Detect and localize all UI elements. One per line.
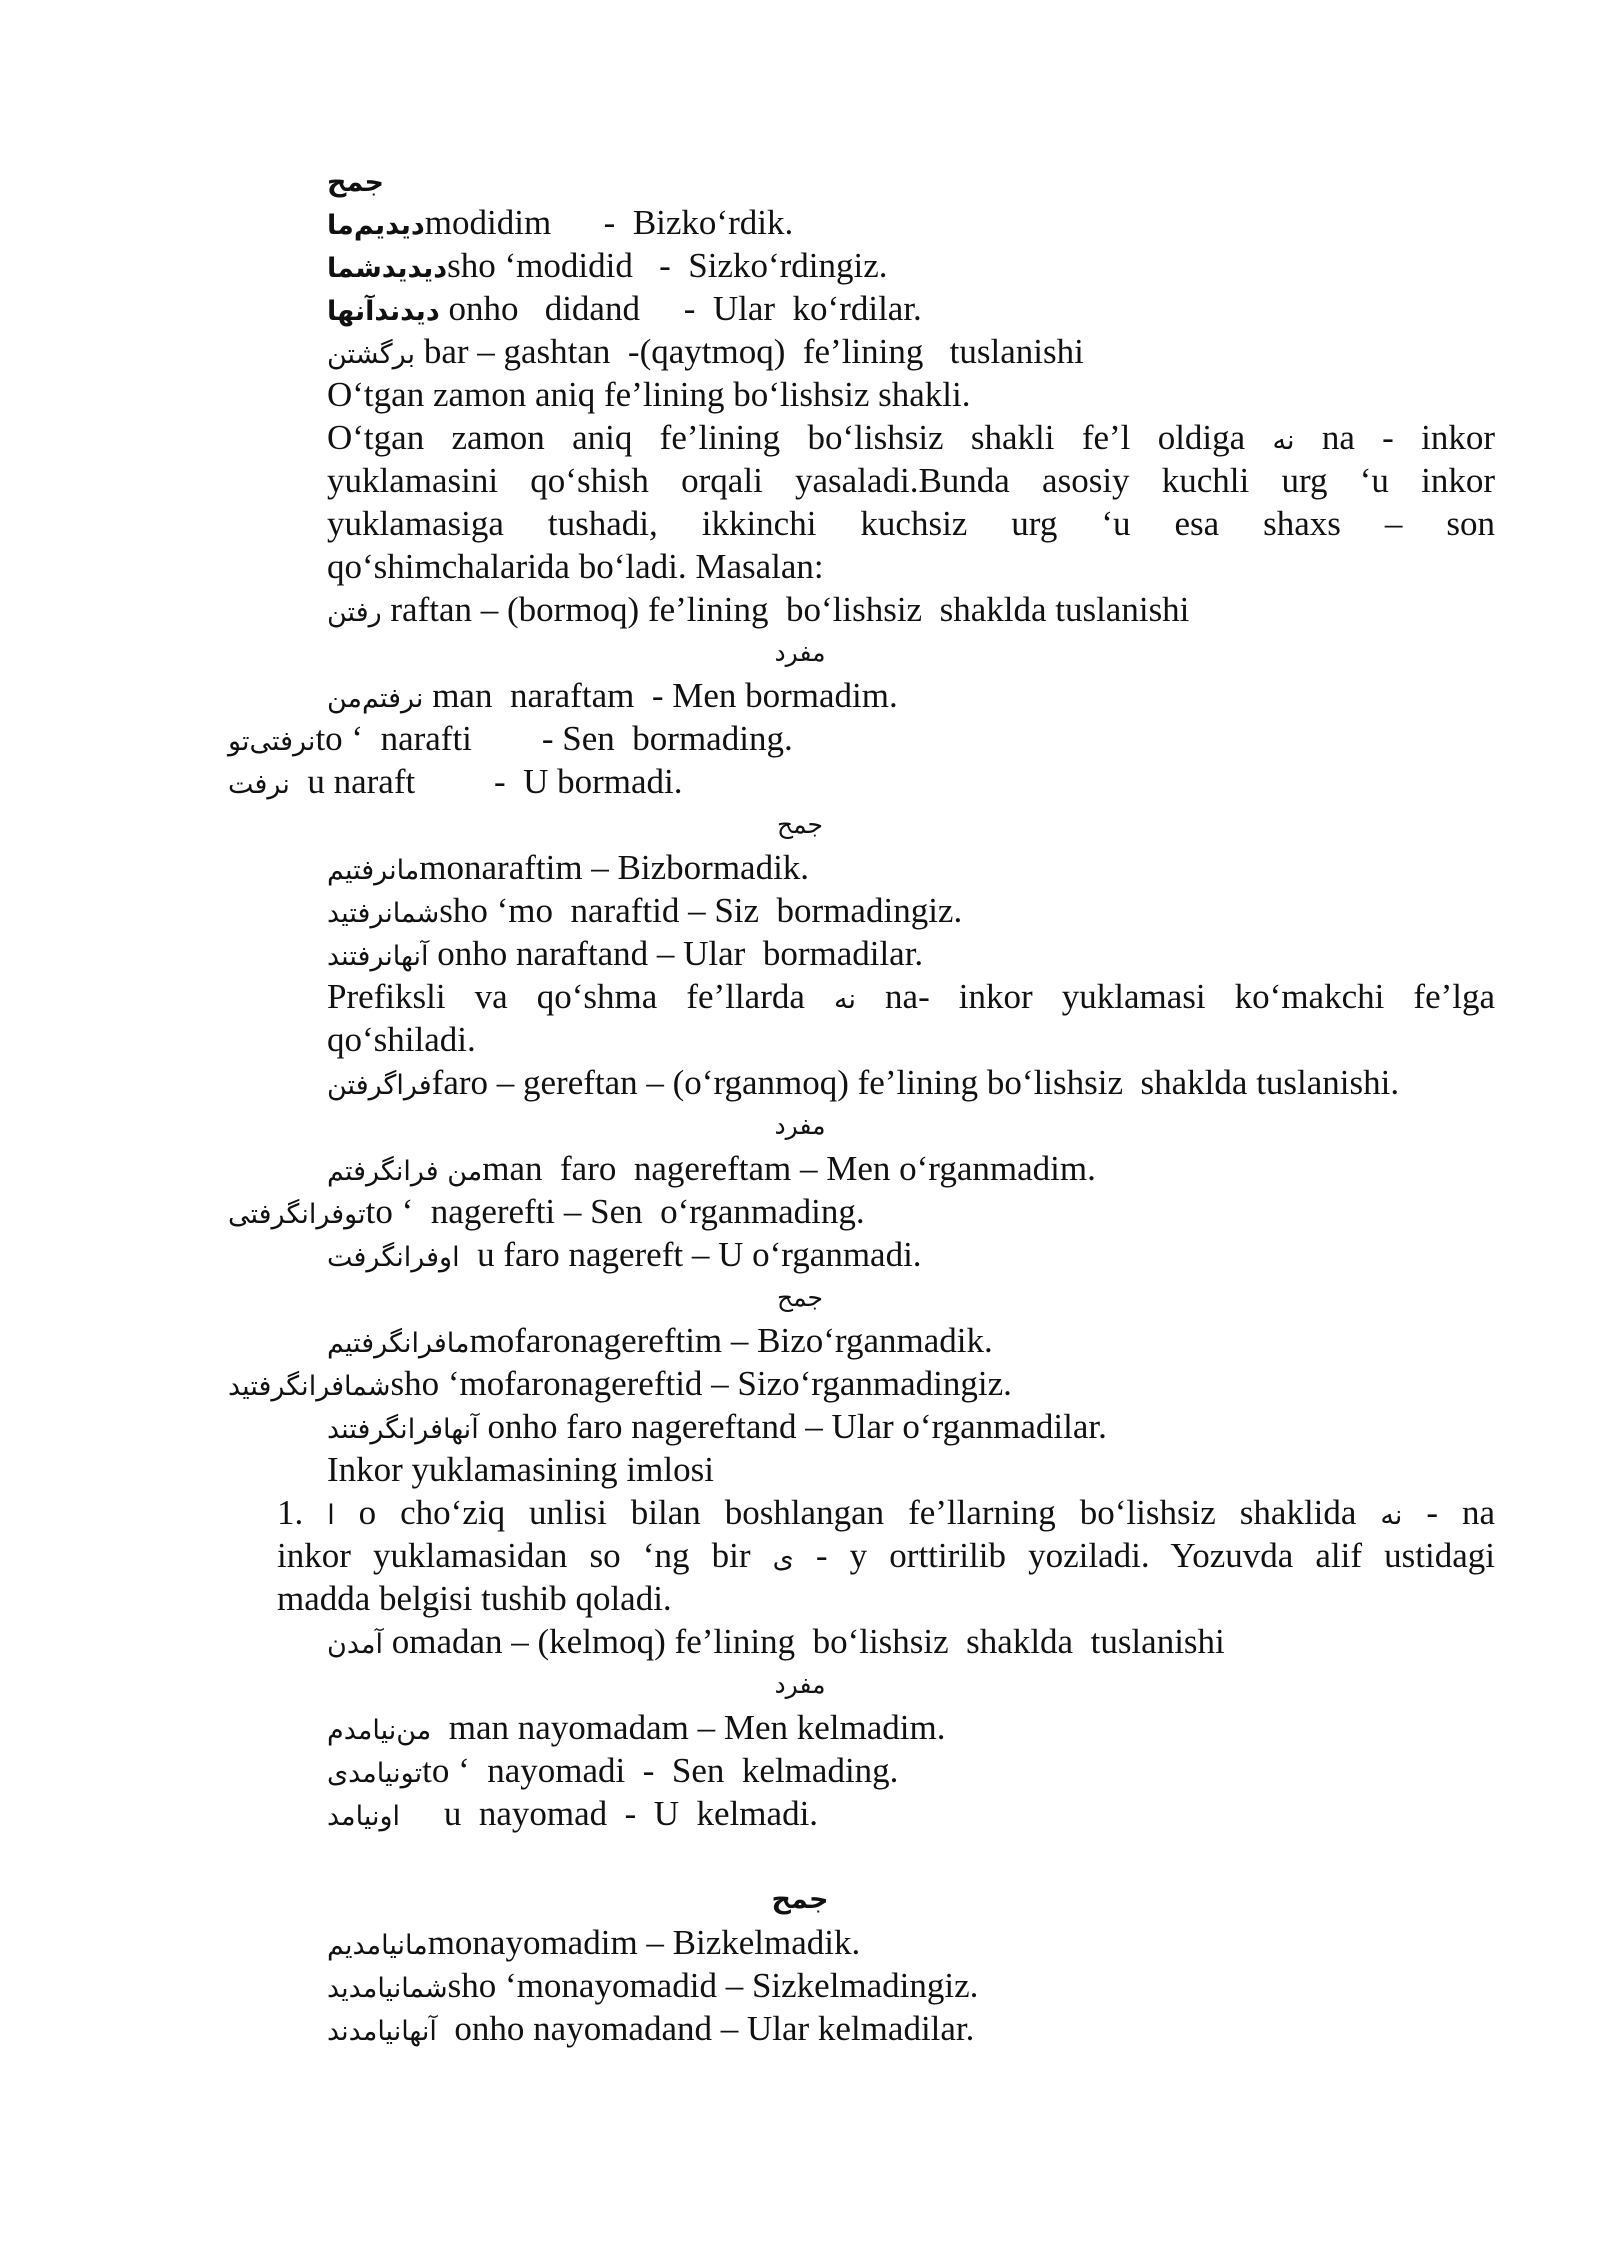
line-text: sho ‘monayomadid – Sizkelmadingiz. bbox=[447, 1966, 979, 2005]
persian-word: من فرانگرفتم bbox=[327, 1156, 483, 1187]
persian-word: شمافرانگرفتید bbox=[228, 1371, 391, 1402]
text-line bbox=[327, 588, 1495, 631]
persian-word: نرفتم‌من bbox=[327, 683, 424, 714]
text-line: O‘tgan zamon aniq fe’lining bo‘lishsiz shakli. bbox=[327, 375, 971, 414]
persian-word: من‌نیامدم bbox=[327, 1715, 432, 1746]
text-line bbox=[327, 287, 1495, 330]
line-text: sho ‘mofaronagereftid – Sizo‘rganmadingiz. bbox=[390, 1364, 1012, 1403]
line-text: onho naraftand – Ular bormadilar. bbox=[428, 934, 924, 973]
line-text: mofaronagereftim – Bizo‘rganmadik. bbox=[469, 1321, 993, 1360]
numbered-item-line: madda belgisi tushib qoladi. bbox=[277, 1579, 672, 1618]
text-line bbox=[327, 889, 1495, 932]
heading-jam: جمح bbox=[776, 1283, 824, 1312]
heading-jam: جمح bbox=[776, 810, 824, 839]
section-heading: Inkor yuklamasining imlosi bbox=[327, 1450, 714, 1489]
line-text: to ‘ nagerefti – Sen o‘rganmading. bbox=[365, 1192, 865, 1231]
text-line bbox=[228, 1190, 1396, 1233]
line-text: man naraftam - Men bormadim. bbox=[423, 676, 898, 715]
text-line bbox=[327, 1319, 1495, 1362]
text-line bbox=[228, 717, 1396, 760]
line-text: to ‘ nayomadi - Sen kelmading. bbox=[422, 1751, 899, 1790]
persian-word: نرفتی‌تو bbox=[228, 726, 316, 757]
text-line bbox=[327, 1792, 1495, 1835]
line-text: u faro nagereft – U o‘rganmadi. bbox=[459, 1235, 922, 1274]
persian-word: رفتن bbox=[327, 597, 382, 628]
text-line bbox=[327, 1405, 1495, 1448]
paragraph-line: qo‘shimchalarida bo‘ladi. Masalan: bbox=[327, 547, 824, 586]
line-text: bar – gashtan -(qaytmoq) fe’lining tuslanishi bbox=[415, 332, 1084, 371]
paragraph-line: qo‘shiladi. bbox=[327, 1020, 476, 1059]
persian-word: مانرفتیم bbox=[327, 855, 420, 886]
text-line bbox=[327, 1233, 1495, 1276]
line-text: man faro nagereftam – Men o‘rganmadim. bbox=[482, 1149, 1096, 1188]
text-line bbox=[327, 1964, 1495, 2007]
line-text: monayomadim – Bizkelmadik. bbox=[427, 1923, 861, 1962]
text-line bbox=[327, 1061, 1495, 1104]
line-text: onho faro nagereftand – Ular o‘rganmadilar. bbox=[478, 1407, 1107, 1446]
text-line bbox=[327, 1706, 1495, 1749]
heading-mufrad: مفرد bbox=[774, 1111, 826, 1140]
text-line bbox=[327, 1921, 1495, 1964]
persian-word: شمانیامدید bbox=[327, 1973, 448, 2004]
text-line bbox=[228, 1362, 1396, 1405]
persian-word: مافرانگرفتیم bbox=[327, 1328, 470, 1359]
text-line bbox=[327, 2007, 1495, 2050]
line-text: onho nayomadand – Ular kelmadilar. bbox=[436, 2009, 975, 2048]
line-text: u naraft - U bormadi. bbox=[289, 762, 683, 801]
numbered-item-line: 1. ا o cho‘ziq unlisi bilan boshlangan fe’llarning bo‘lishsiz shaklida نه - na bbox=[277, 1493, 1495, 1532]
heading-jam-top: جمح bbox=[327, 167, 385, 198]
line-text: faro – gereftan – (o‘rganmoq) fe’lining bo‘lishsiz shaklda tuslanishi. bbox=[431, 1063, 1400, 1102]
persian-word: توفرانگرفتی bbox=[228, 1199, 366, 1230]
text-line bbox=[327, 244, 1495, 287]
line-text: omadan – (kelmoq) fe’lining bo‘lishsiz shaklda tuslanishi bbox=[382, 1622, 1225, 1661]
persian-word: شمانرفتید bbox=[327, 898, 440, 929]
persian-word: اوفرانگرفت bbox=[327, 1242, 460, 1273]
persian-word: آمدن bbox=[327, 1629, 383, 1660]
line-text: u nayomad - U kelmadi. bbox=[400, 1794, 819, 1833]
line-text: sho ‘modidid - Sizko‘rdingiz. bbox=[447, 246, 888, 285]
text-line bbox=[327, 932, 1495, 975]
paragraph-line: O‘tgan zamon aniq fe’lining bo‘lishsiz shakli fe’l oldiga نه na - inkor bbox=[327, 418, 1495, 457]
text-line bbox=[327, 1749, 1495, 1792]
line-text: man nayomadam – Men kelmadim. bbox=[431, 1708, 946, 1747]
text-line bbox=[327, 674, 1495, 717]
persian-word: دیدیدشما bbox=[327, 253, 448, 284]
paragraph-line: yuklamasiga tushadi, ikkinchi kuchsiz urg ‘u esa shaxs – son bbox=[327, 504, 1495, 543]
text-line bbox=[327, 846, 1495, 889]
persian-word: دیدندآنها bbox=[327, 296, 440, 327]
text-line bbox=[327, 330, 1495, 373]
paragraph-line: Prefiksli va qo‘shma fe’llarda نه na- inkor yuklamasi ko‘makchi fe’lga bbox=[327, 977, 1496, 1016]
persian-word: مانیامدیم bbox=[327, 1930, 428, 1961]
heading-mufrad: مفرد bbox=[774, 638, 826, 667]
persian-word: برگشتن bbox=[327, 339, 416, 370]
persian-word: آنهانرفتند bbox=[327, 941, 429, 972]
text-line bbox=[327, 201, 1495, 244]
line-text: modidim - Bizko‘rdik. bbox=[424, 203, 794, 242]
line-text: sho ‘mo naraftid – Siz bormadingiz. bbox=[439, 891, 963, 930]
persian-word: اونیامد bbox=[327, 1801, 401, 1832]
text-line bbox=[327, 1147, 1495, 1190]
persian-word: آنهافرانگرفتند bbox=[327, 1414, 479, 1445]
paragraph-line: yuklamasini qo‘shish orqali yasaladi.Bunda asosiy kuchli urg ‘u inkor bbox=[327, 461, 1495, 500]
line-text: raftan – (bormoq) fe’lining bo‘lishsiz shaklda tuslanishi bbox=[390, 590, 1190, 629]
persian-word: فراگرفتن bbox=[327, 1070, 432, 1101]
persian-word: تونیامدی bbox=[327, 1758, 423, 1789]
text-line bbox=[327, 1620, 1495, 1663]
persian-word: دیدیم‌ما bbox=[327, 210, 425, 241]
numbered-item-line: inkor yuklamasidan so ‘ng bir ی - y orttirilib yoziladi. Yozuvda alif ustidagi bbox=[277, 1536, 1495, 1575]
line-text: onho didand - Ular ko‘rdilar. bbox=[439, 289, 922, 328]
persian-word: آنهانیامدند bbox=[327, 2016, 437, 2047]
heading-mufrad: مفرد bbox=[774, 1670, 826, 1699]
persian-word: نرفت bbox=[228, 769, 290, 800]
heading-jam: جمح bbox=[771, 1884, 829, 1915]
line-text: to ‘ narafti - Sen bormading. bbox=[315, 719, 793, 758]
line-text: monaraftim – Bizbormadik. bbox=[419, 848, 810, 887]
text-line bbox=[228, 760, 1396, 803]
